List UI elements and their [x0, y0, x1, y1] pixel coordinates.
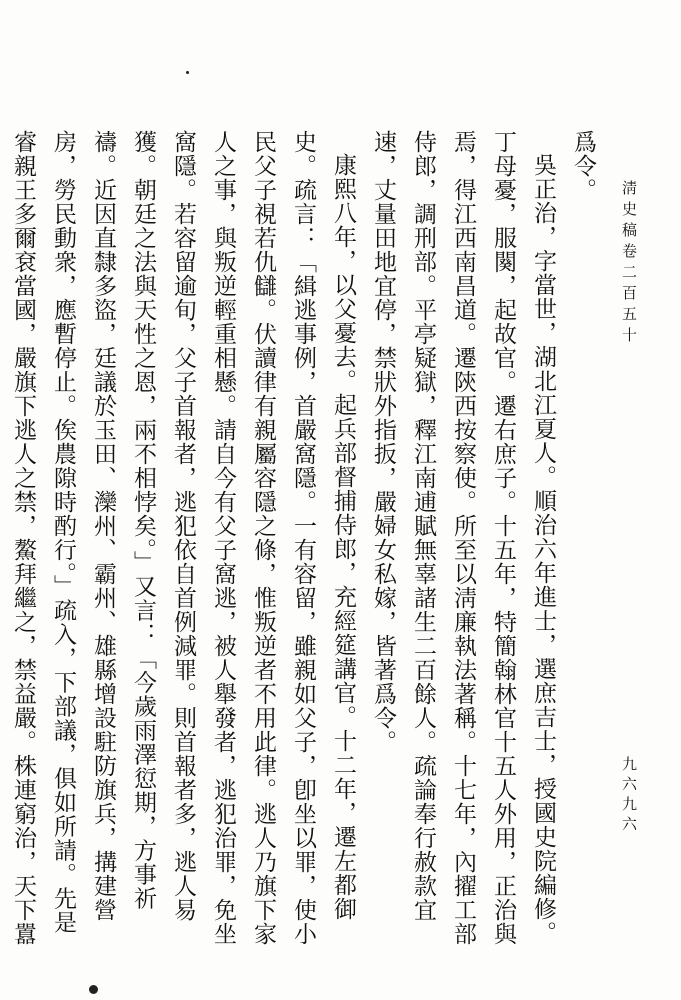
scan-speck	[89, 985, 98, 994]
page-number: 九六九六	[620, 756, 638, 836]
running-header: 淸史稿卷二百五十	[620, 180, 638, 348]
paragraph-biography-intro: 吳正治，字當世，湖北江夏人。順治六年進士，選庶吉士，授國史院編修。丁母憂，服闋，起故官。遷右庶子。十五年，特簡翰林官十五人外用，正治與焉，得江西南昌道。遷陝西按察使。所至以淸廉執法著稱。十七年，內擢工部侍郎，調刑部。平亭疑獄，釋江南逋賦無辜諸生二百餘人。疏論奉行赦款宜速，丈量田地宜停，禁狀外指扳，嚴婦女私嫁，皆著爲令。	[370, 130, 556, 946]
main-text	[10, 130, 603, 950]
paragraph-continuation: 爲令。	[570, 130, 596, 202]
scan-speck	[186, 71, 189, 74]
paragraph-kangxi-memorial: 康熙八年，以父憂去。起兵部督捕侍郎，充經筵講官。十二年，遷左都御史。疏言：「緝逃事例，首嚴窩隱。一有容留，雖親如父子，卽坐以罪，使小民父子視若仇讎。伏讀律有親屬容隱之條，惟叛逆者不用此律。逃人乃旗下家人之事，與叛逆輕重相懸。請自今有父子窩逃，被人舉發者，逃犯治罪，免坐窩隱。若容留逾旬，父子首報者，逃犯依自首例減罪。則首報者多，逃人易獲。朝廷之法與天性之恩，兩不相悖矣。」又言：「今歲雨澤愆期，方事祈禱。近因直隸多盜，廷議於玉田、灤州、霸州、雄縣增設駐防旗兵，搆建營房，勞民動衆，應暫停止。俟農隙時酌行。」疏入，下部議，俱如所請。先是睿親王多爾袞當國，嚴旗下逃人之禁，鰲拜繼之，禁益嚴。株連窮治，天下囂	[10, 130, 356, 946]
